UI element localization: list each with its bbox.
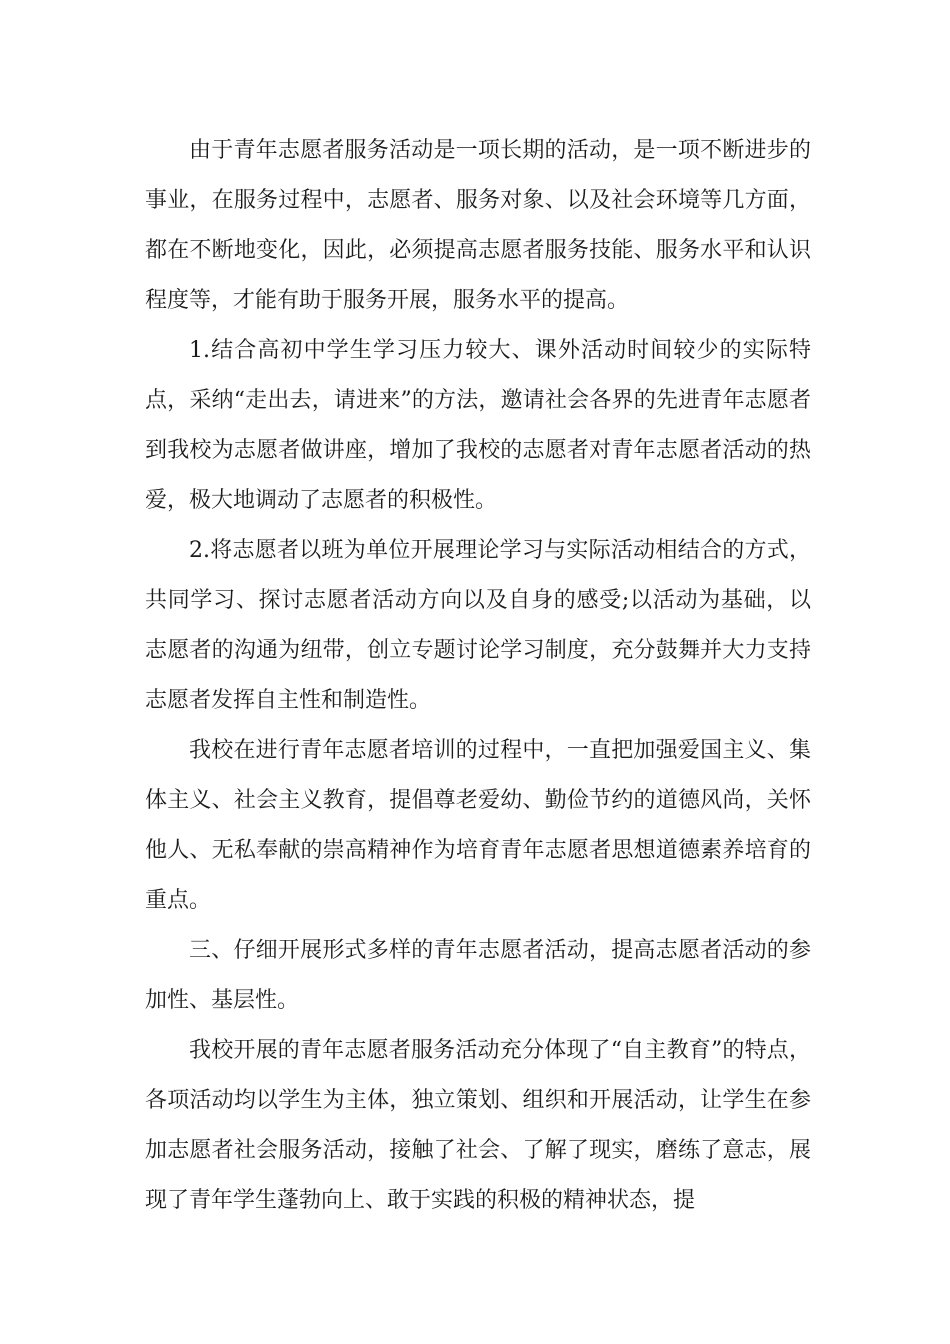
paragraph-self-education: 我校开展的青年志愿者服务活动充分体现了“自主教育”的特点，各项活动均以学生为主体，独立策划、组织和开展活动，让学生在参加志愿者社会服务活动，接触了社会、了解了现实，磨练了意志，展现了青年学生蓬勃向上、敢于实践的积极的精神状态，提 xyxy=(145,1038,811,1213)
paragraph-intro: 由于青年志愿者服务活动是一项长期的活动，是一项不断进步的事业，在服务过程中，志愿者、服务对象、以及社会环境等几方面，都在不断地变化，因此，必须提高志愿者服务技能、服务水平和认识程度等，才能有助于服务开展，服务水平的提高。 xyxy=(145,138,811,313)
paragraph-item-2: 2.将志愿者以班为单位开展理论学习与实际活动相结合的方式，共同学习、探讨志愿者活动方向以及自身的感受;以活动为基础，以志愿者的沟通为纽带，创立专题讨论学习制度，充分鼓舞并大力支持志愿者发挥自主性和制造性。 xyxy=(145,538,811,713)
section-heading-three: 三、仔细开展形式多样的青年志愿者活动，提高志愿者活动的参加性、基层性。 xyxy=(145,938,811,1013)
document-page xyxy=(145,126,811,1226)
paragraph-item-1: 1.结合高初中学生学习压力较大、课外活动时间较少的实际特点，采纳“走出去，请进来”的方法，邀请社会各界的先进青年志愿者到我校为志愿者做讲座，增加了我校的志愿者对青年志愿者活动的热爱，极大地调动了志愿者的积极性。 xyxy=(145,338,811,513)
paragraph-training-focus: 我校在进行青年志愿者培训的过程中，一直把加强爱国主义、集体主义、社会主义教育，提倡尊老爱幼、勤俭节约的道德风尚，关怀他人、无私奉献的崇高精神作为培育青年志愿者思想道德素养培育的重点。 xyxy=(145,738,811,913)
